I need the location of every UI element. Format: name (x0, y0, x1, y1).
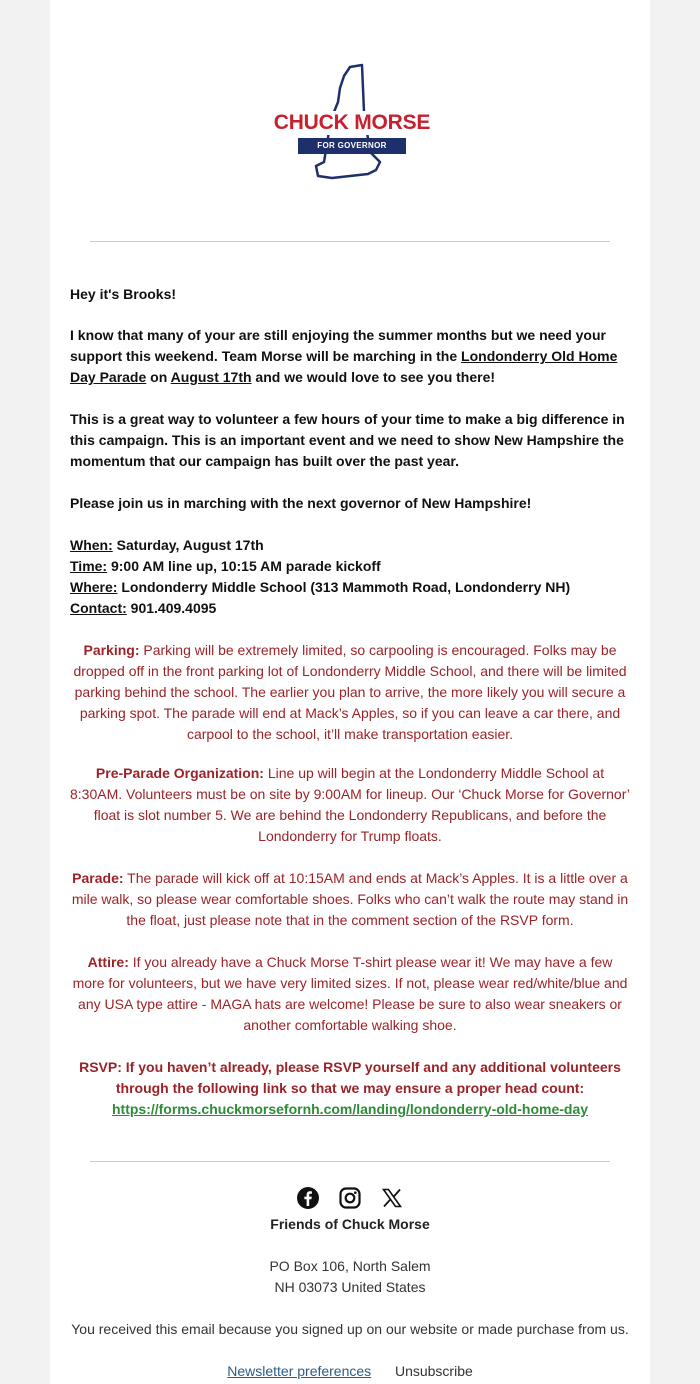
top-divider (90, 241, 610, 242)
attire-text: If you already have a Chuck Morse T-shirt please wear it! We may have a few more for volunteers, but we have very limited sizes. If not, please wear red/white/blue and any USA type attire - MAGA hats are welcome! Please be sure to also wear sneakers or another comfortable walking shoe. (72, 954, 628, 1033)
contact-line (70, 598, 630, 619)
parking-text: Parking will be extremely limited, so carpooling is encouraged. Folks may be dropped off in the front parking lot of Londonderry Middle School, and there will be limited parking behind the school. The earlier you plan to arrive, the more likely you will secure a parking spot. The parade will end at Mack’s Apples, so if you can leave a car there, and carpool to the school, it’ll make transportation easier. (73, 642, 627, 742)
contact-value: 901.409.4095 (126, 600, 217, 616)
parking-section (70, 640, 630, 745)
when-value: Saturday, August 17th (112, 537, 264, 553)
social-icons (296, 1186, 406, 1210)
bottom-divider (90, 1161, 610, 1162)
attire-label: Attire: (87, 954, 129, 970)
address-line-1: PO Box 106, North Salem (269, 1258, 431, 1274)
preparade-text: Line up will begin at the Londonderry Middle School at 8:30AM. Volunteers must be on site by 9:00AM for lineup. Our ‘Chuck Morse for Governor’ float is slot number 5. We are behind the Londonderry Republicans, and before the Londonderry for Trump floats. (70, 765, 630, 844)
preparade-section (70, 763, 630, 847)
footer-notice: You received this email because you signed up on our website or made purchase from us. (71, 1321, 629, 1337)
campaign-logo (272, 62, 432, 182)
logo-title: CHUCK MORSE (273, 111, 431, 134)
rsvp-section (70, 1057, 630, 1120)
instagram-icon[interactable] (338, 1186, 362, 1210)
event-link[interactable]: Londonderry Old Home Day Parade (70, 348, 618, 385)
parade-text: The parade will kick off at 10:15AM and ends at Mack’s Apples. It is a little over a mile walk, so please wear comfortable shoes. Folks who can’t walk the route may stand in the float, just please note that in the comment section of the RSVP form. (71, 870, 629, 928)
intro-paragraph (70, 325, 630, 388)
contact-label: Contact: (70, 600, 127, 616)
greeting (70, 284, 630, 305)
address-line-2: NH 03073 United States (274, 1279, 426, 1295)
intro-post: and we would love to see you there! (251, 369, 496, 385)
time-value: 9:00 AM line up, 10:15 AM parade kickoff (107, 558, 381, 574)
volunteer-text: This is a great way to volunteer a few hours of your time to make a big difference in this campaign. This is an important event and we need to show New Hampshire the momentum that our campaign has built over the past year. (70, 411, 625, 469)
event-details (70, 535, 630, 619)
unsubscribe-link[interactable]: Unsubscribe (394, 1363, 473, 1379)
join-text: Please join us in marching with the next governor of New Hampshire! (70, 495, 532, 511)
footer-links (50, 1361, 650, 1382)
where-label: Where: (70, 579, 118, 595)
preparade-label: Pre-Parade Organization: (95, 765, 264, 781)
x-icon[interactable] (380, 1186, 404, 1210)
where-line (70, 577, 630, 598)
volunteer-paragraph (70, 409, 630, 472)
greeting-text: Hey it's Brooks! (70, 286, 177, 302)
date-link[interactable]: August 17th (170, 369, 252, 385)
rsvp-text: If you haven’t already, please RSVP yourself and any additional volunteers through the following link so that we may ensure a proper head count: (115, 1059, 621, 1096)
join-paragraph (70, 493, 630, 514)
parade-section (70, 868, 630, 931)
parking-label: Parking: (83, 642, 140, 658)
newsletter-preferences-link[interactable]: Newsletter preferences (227, 1363, 372, 1379)
time-line (70, 556, 630, 577)
time-label: Time: (70, 558, 108, 574)
attire-section (70, 952, 630, 1036)
where-value: Londonderry Middle School (313 Mammoth Road, Londonderry NH) (117, 579, 571, 595)
facebook-icon[interactable] (296, 1186, 320, 1210)
rsvp-label: RSVP: (79, 1059, 122, 1075)
intro-mid: on (146, 369, 171, 385)
when-label: When: (70, 537, 113, 553)
rsvp-link[interactable]: https://forms.chuckmorsefornh.com/landing/londonderry-old-home-day (111, 1101, 589, 1117)
intro-pre: I know that many of your are still enjoying the summer months but we need your support this weekend. Team Morse will be marching in the (70, 327, 606, 364)
logo-subtitle: FOR GOVERNOR (298, 138, 406, 154)
parade-label: Parade: (72, 870, 124, 886)
when-line (70, 535, 630, 556)
org-name: Friends of Chuck Morse (270, 1216, 430, 1232)
